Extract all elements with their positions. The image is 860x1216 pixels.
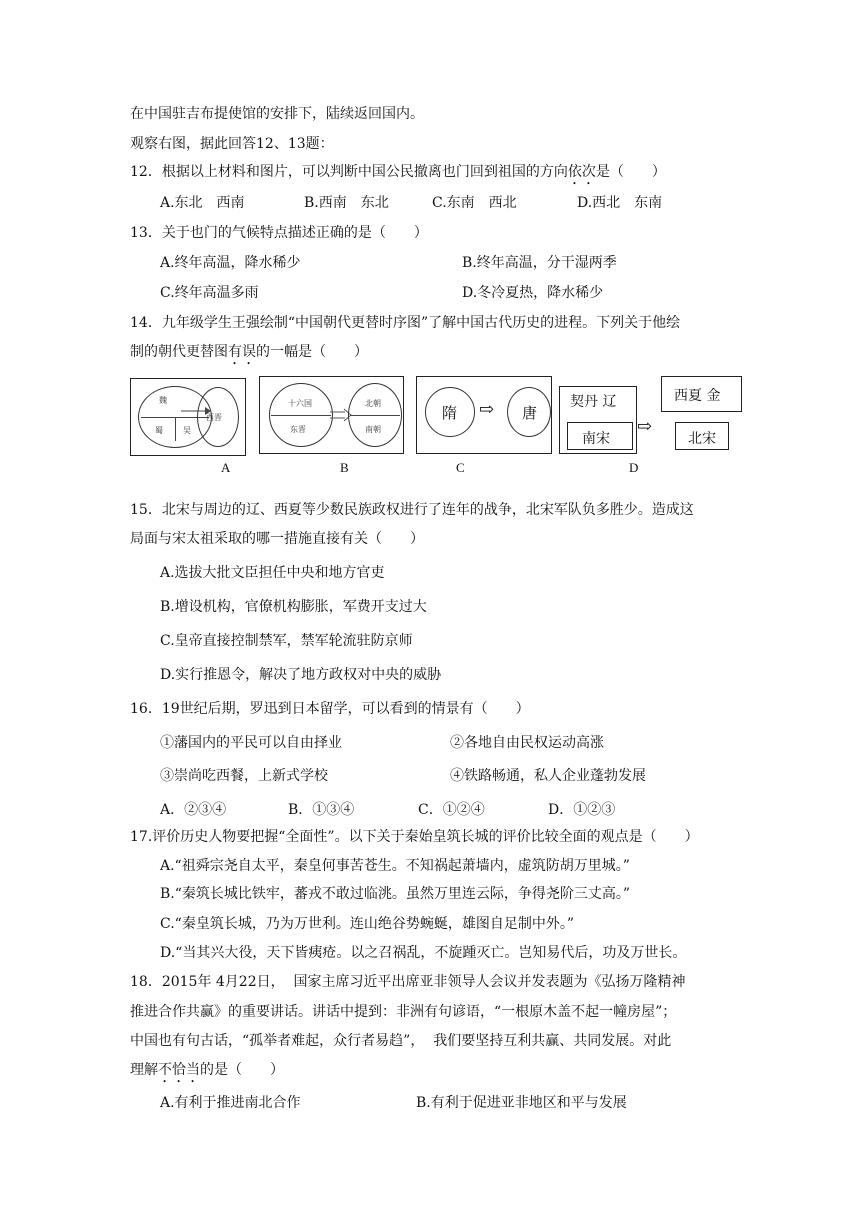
q18-stem-part-b: 的是（ ） [200, 1062, 284, 1078]
diagram-d-right-bottom-label: 北宋 [688, 431, 716, 447]
diagram-b-left-top-label: 十六国 [288, 399, 312, 408]
diagram-d-left-top-label: 契丹 辽 [570, 394, 617, 410]
q16-option-3: ③崇尚吃西餐，上新式学校 [160, 768, 328, 784]
diagram-b-right-top-label: 北朝 [365, 399, 381, 408]
q16-choice-d: D．①②③ [548, 802, 616, 818]
q18-option-a: A.有利于推进南北合作 [160, 1095, 301, 1111]
q17-option-c: C.“秦皇筑长城，乃为万世利。连山绝谷势蜿蜒，雄图自足制中外。” [160, 916, 574, 932]
q16-stem: 16．19世纪后期，罗迅到日本留学，可以看到的情景有（ ） [130, 701, 530, 717]
q15-option-a: A.选拔大批文臣担任中央和地方官吏 [160, 565, 385, 581]
diagram-a [130, 378, 246, 456]
diagram-d-right-bottom-box [675, 422, 729, 450]
diagram-b-right-divider [350, 415, 400, 416]
q16-option-2: ②各地自由民权运动高涨 [450, 735, 604, 751]
q13-option-a: A.终年高温，降水稀少 [160, 255, 301, 271]
q13-stem: 13．关于也门的气候特点描述正确的是（ ） [130, 225, 428, 241]
q12-option-b: B.西南 东北 [304, 195, 389, 211]
diagram-b [259, 376, 404, 454]
diagram-c-caption: C [456, 460, 465, 475]
diagram-b-left-divider [271, 415, 331, 416]
diagram-c-right-circle [507, 387, 551, 437]
diagram-d [559, 376, 742, 454]
diagram-d-left-inner-box [567, 422, 633, 450]
q17-stem: 17.评价历史人物要把握“全面性”。以下关于秦始皇筑长城的评价比较全面的观点是（ ） [130, 829, 699, 845]
q13-option-b: B.终年高温，分干湿两季 [462, 255, 617, 271]
diagram-d-right-top-label: 西夏 金 [674, 388, 721, 404]
diagram-a-caption: A [221, 460, 231, 475]
q17-option-a: A.“祖舜宗尧自太平，秦皇何事苦苍生。不知祸起萧墙内，虚筑防胡万里城。” [160, 858, 630, 874]
q14-stem-line-2 [130, 342, 368, 368]
q15-option-c: C.皇帝直接控制禁军，禁军轮流驻防京师 [160, 633, 413, 649]
q13-option-d: D.冬冷夏热，降水稀少 [462, 285, 604, 301]
diagram-b-right-bottom-label: 南朝 [365, 425, 381, 434]
q12-option-c: C.东南 西北 [432, 195, 517, 211]
q13-option-c: C.终年高温多雨 [160, 285, 259, 301]
diagram-d-left-bottom-label: 南宋 [582, 431, 610, 447]
q17-option-b: B.“秦筑长城比铁牢，蕃戎不敢过临洮。虽然万里连云际，争得尧阶三丈高。” [160, 886, 631, 902]
diagram-a-bottom-right-label: 吴 [183, 426, 191, 435]
q16-choice-a: A．②③④ [160, 802, 227, 818]
q16-choice-c: C．①②④ [418, 802, 485, 818]
q14-stem-emphasis: 有误 [228, 344, 256, 360]
diagram-a-bottom-left-label: 蜀 [155, 426, 163, 435]
diagram-a-right-label: 西晋 [206, 413, 222, 422]
q18-stem-line-4 [130, 1060, 284, 1086]
q15-stem-line-2: 局面与宋太祖采取的哪一措施直接有关（ ） [130, 531, 424, 547]
diagram-a-top-label: 魏 [159, 396, 167, 405]
diagram-b-left-circle [269, 383, 333, 447]
q15-option-b: B.增设机构，官僚机构膨胀，军费开支过大 [160, 599, 427, 615]
diagram-b-left-bottom-label: 东晋 [290, 425, 306, 434]
q12-stem-part-a: 12．根据以上材料和图片，可以判断中国公民撤离也门回到祖国的方向 [130, 164, 568, 180]
diagram-a-right-circle [197, 387, 239, 447]
q15-option-d: D.实行推恩令，解决了地方政权对中央的威胁 [160, 667, 442, 683]
q12-stem-emphasis: 依次 [567, 164, 596, 180]
q17-option-d: D.“当其兴大役，天下皆痍疮。以之召祸乱，不旋踵灭亡。岂知易代后，功及万世长。 [160, 945, 687, 961]
q12-stem-part-b: 是（ ） [595, 164, 666, 180]
q16-option-4: ④铁路畅通，私人企业蓬勃发展 [450, 768, 646, 784]
diagram-c-left-label: 隋 [442, 404, 458, 422]
q14-stem-part-b: 的一幅是（ ） [256, 344, 368, 360]
diagram-b-right-circle [348, 383, 402, 447]
diagram-c-left-circle [425, 387, 475, 437]
q18-option-b: B.有利于促进亚非地区和平与发展 [416, 1095, 627, 1111]
q12-option-d: D.西北 东南 [577, 195, 663, 211]
diagram-c-right-label: 唐 [522, 404, 538, 422]
q12-stem [130, 162, 666, 188]
q18-stem-line-1: 18．2015年 4月22日， 国家主席习近平出席亚非领导人会议并发表题为《弘扬万隆精神 [130, 974, 686, 990]
q18-stem-emphasis: 不恰当 [158, 1062, 200, 1078]
diagram-b-caption: B [340, 460, 349, 475]
q18-stem-part-a: 理解 [130, 1062, 158, 1078]
q18-stem-line-3: 中国也有句古话，“孤举者难起，众行者易趋”， 我们要坚持互利共赢、共同发展。对此 [130, 1033, 672, 1049]
q18-stem-line-2: 推进合作共赢》的重要讲话。讲话中提到：非洲有句谚语，“一根原木盖不起一幢房屋”； [130, 1004, 677, 1020]
q12-option-a: A.东北 西南 [160, 195, 245, 211]
diagram-a-vertical-divider [175, 417, 176, 441]
intro-line-1: 在中国驻吉布提使馆的安排下，陆续返回国内。 [130, 106, 424, 122]
diagram-d-arrow-icon: ⇨ [637, 416, 653, 437]
diagram-c-arrow-icon: ⇨ [479, 399, 495, 420]
q14-stem-line-1: 14．九年级学生王强绘制“中国朝代更替时序图”了解中国古代历史的进程。下列关于他绘 [130, 315, 681, 331]
q16-choice-b: B．①③④ [288, 802, 355, 818]
diagram-c [416, 376, 552, 454]
q15-stem-line-1: 15．北宋与周边的辽、西夏等少数民族政权进行了连年的战争，北宋军队负多胜少。造成这 [130, 502, 694, 518]
q14-stem-part-a: 制的朝代更替图 [130, 344, 228, 360]
diagram-d-right-top-box [661, 376, 742, 412]
intro-line-2: 观察右图，据此回答12、13题： [130, 136, 334, 152]
q16-option-1: ①藩国内的平民可以自由择业 [160, 735, 342, 751]
diagram-d-caption: D [629, 460, 639, 475]
